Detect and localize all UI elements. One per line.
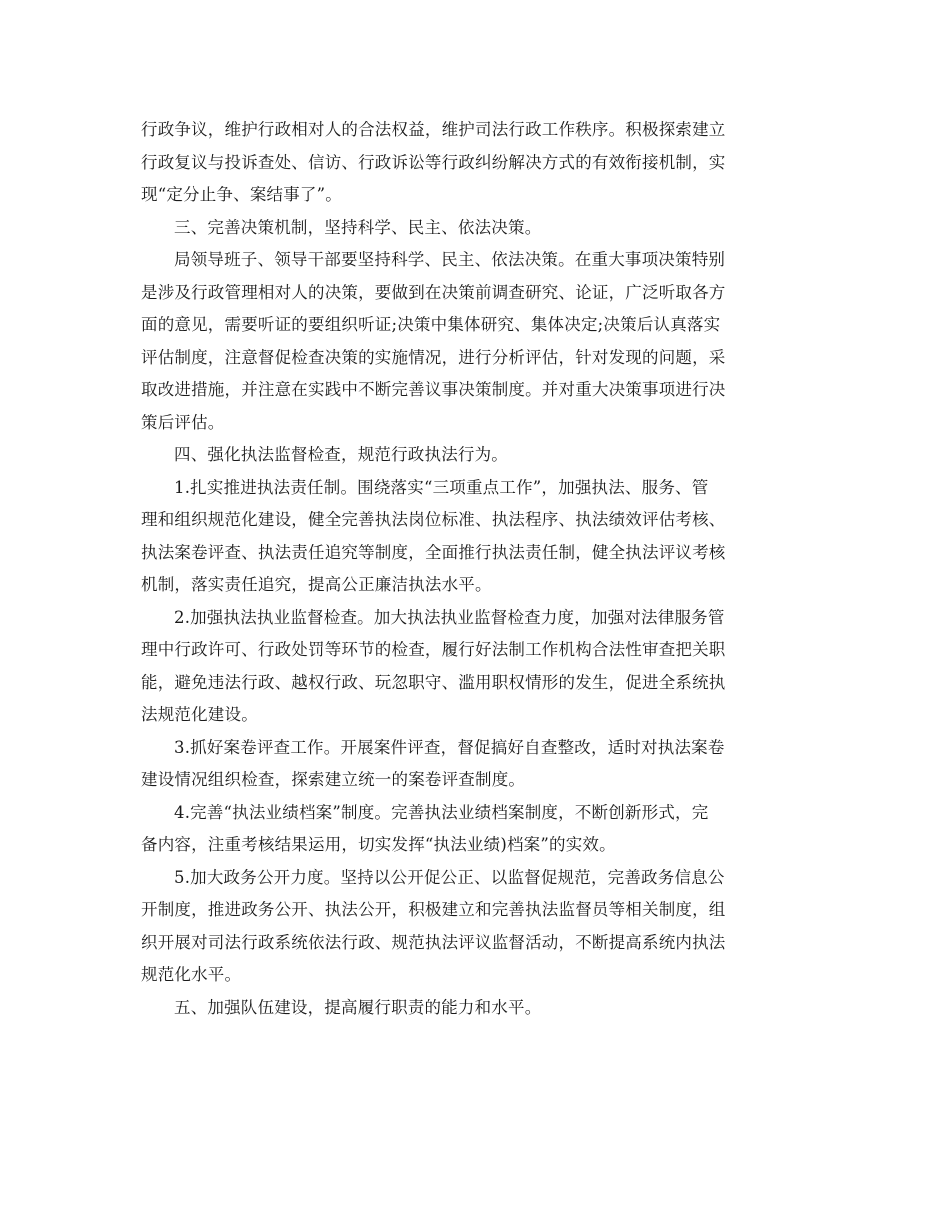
paragraph-item-3 [141, 732, 801, 797]
text-line: 执法案卷评查、执法责任追究等制度，全面推行执法责任制，健全执法评议考核 [141, 542, 726, 562]
text-line: 面的意见，需要听证的要组织听证;决策中集体研究、集体决定;决策后认真落实 [141, 315, 721, 334]
paragraph-item-2 [141, 602, 801, 732]
text-line: 理中行政许可、行政处罚等环节的检查，履行好法制工作机构合法性审查把关职 [141, 640, 726, 659]
text-line: 取改进措施，并注意在实践中不断完善议事决策制度。并对重大决策事项进行决 [141, 380, 726, 399]
paragraph-continued-dispute [141, 114, 801, 212]
section-heading-5 [141, 992, 801, 1025]
text-line: 规范化水平。 [141, 965, 242, 984]
paragraph-item-4 [141, 797, 801, 862]
text-line: 理和组织规范化建设，健全完善执法岗位标准、执法程序、执法绩效评估考核、 [141, 510, 726, 529]
text-line: 评估制度，注意督促检查决策的实施情况，进行分析评估，针对发现的问题，采 [141, 347, 726, 367]
text-line: 四、强化执法监督检查，规范行政执法行为。 [174, 445, 508, 464]
text-line: 三、完善决策机制，坚持科学、民主、依法决策。 [174, 217, 542, 237]
text-line: 现“定分止争、案结事了”。 [141, 185, 342, 204]
text-line: 策后评估。 [141, 412, 225, 432]
paragraph-item-1 [141, 472, 801, 602]
text-line: 3.抓好案卷评查工作。开展案件评查，督促搞好自查整改，适时对执法案卷 [174, 737, 725, 757]
text-line: 开制度，推进政务公开、执法公开，积极建立和完善执法监督员等相关制度，组 [141, 900, 726, 919]
text-line: 织开展对司法行政系统依法行政、规范执法评议监督活动，不断提高系统内执法 [141, 932, 726, 952]
text-line: 行政争议，维护行政相对人的合法权益，维护司法行政工作秩序。积极探索建立 [141, 120, 726, 139]
text-line: 5.加大政务公开力度。坚持以公开促公正、以监督促规范，完善政务信息公 [174, 867, 725, 887]
text-line: 五、加强队伍建设，提高履行职责的能力和水平。 [174, 997, 542, 1017]
section-heading-4 [141, 439, 801, 472]
text-line: 行政复议与投诉查处、信访、行政诉讼等行政纠纷解决方式的有效衔接机制，实 [141, 152, 726, 172]
document-body [141, 114, 801, 1024]
text-line: 能，避免违法行政、越权行政、玩忽职守、滥用职权情形的发生，促进全系统执 [141, 672, 726, 692]
text-line: 建设情况组织检查，探索建立统一的案卷评查制度。 [141, 770, 526, 789]
text-line: 2.加强执法执业监督检查。加大执法执业监督检查力度，加强对法律服务管 [174, 607, 725, 627]
text-line: 机制，落实责任追究，提高公正廉洁执法水平。 [141, 575, 492, 594]
text-line: 备内容，注重考核结果运用，切实发挥“执法业绩)档案”的实效。 [141, 835, 616, 854]
section-heading-3 [141, 212, 801, 245]
text-line: 局领导班子、领导干部要坚持科学、民主、依法决策。在重大事项决策特别 [174, 250, 726, 269]
text-line: 是涉及行政管理相对人的决策，要做到在决策前调查研究、论证，广泛听取各方 [141, 282, 726, 302]
text-line: 法规范化建设。 [141, 705, 258, 724]
paragraph-item-5 [141, 862, 801, 992]
text-line: 4.完善“执法业绩档案”制度。完善执法业绩档案制度，不断创新形式，完 [174, 802, 709, 822]
paragraph-decision-making [141, 244, 801, 439]
text-line: 1.扎实推进执法责任制。围绕落实“三项重点工作”，加强执法、服务、管 [174, 477, 709, 497]
